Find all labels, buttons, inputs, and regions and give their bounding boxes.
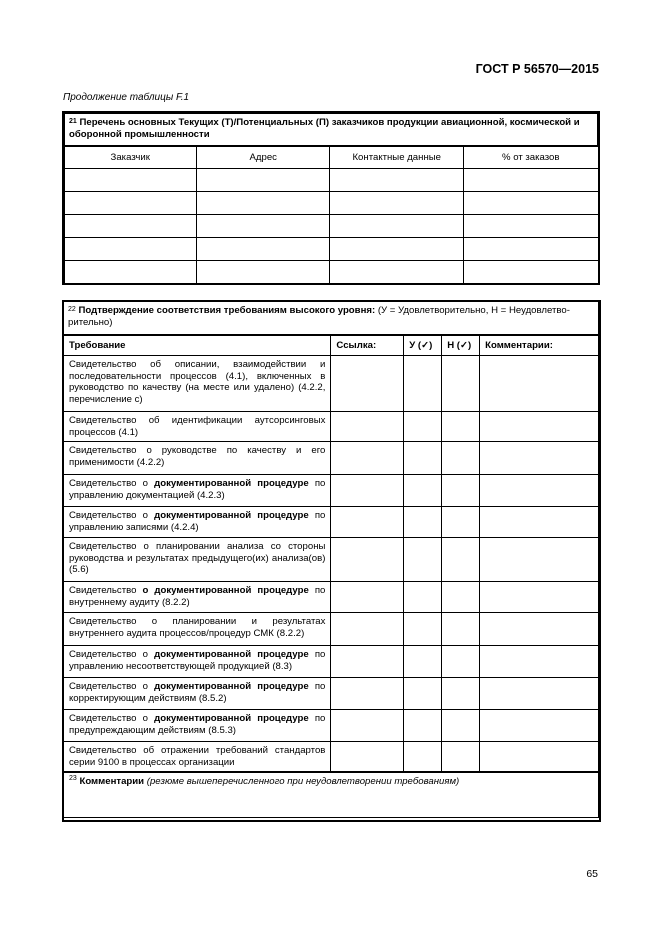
requirement-text-part: по управлению документацией (4.2.3)	[69, 478, 326, 501]
table-cell[interactable]	[330, 169, 464, 192]
requirement-text	[64, 356, 331, 412]
requirement-text	[64, 507, 331, 538]
col-unsatisfactory: Н (✓)	[442, 335, 480, 356]
unsatisfactory-cell[interactable]	[442, 613, 480, 646]
reference-cell[interactable]	[331, 613, 404, 646]
satisfactory-cell[interactable]	[404, 613, 442, 646]
table-row	[64, 710, 599, 742]
comment-cell[interactable]	[480, 412, 599, 442]
customers-table-title	[64, 113, 598, 146]
requirement-text	[64, 613, 331, 646]
requirement-text-bold: документированной процедуре	[154, 713, 309, 724]
document-number: ГОСТ Р 56570—2015	[475, 62, 599, 76]
requirement-text-part: Свидетельство об отражении требований стандартов серии 9100 в процессах организации	[69, 745, 326, 768]
reference-cell[interactable]	[331, 538, 404, 582]
table-cell[interactable]	[330, 261, 464, 284]
col-customer: Заказчик	[64, 146, 197, 169]
unsatisfactory-cell[interactable]	[442, 356, 480, 412]
table-cell[interactable]	[330, 238, 464, 261]
reference-cell[interactable]	[331, 442, 404, 475]
satisfactory-cell[interactable]	[404, 356, 442, 412]
table-row	[64, 538, 599, 582]
requirement-text-part: Свидетельство о руководстве по качеству и его применимости (4.2.2)	[69, 445, 326, 468]
requirement-text	[64, 678, 331, 710]
requirement-text-bold: о документированной процедуре	[142, 585, 309, 596]
table-cell[interactable]	[197, 169, 330, 192]
section-number: 21	[69, 118, 77, 125]
requirement-text-part: Свидетельство о	[69, 649, 155, 660]
reference-cell[interactable]	[331, 582, 404, 613]
satisfactory-cell[interactable]	[404, 507, 442, 538]
page-number: 65	[586, 868, 598, 880]
table-row	[64, 613, 599, 646]
requirement-text-part: Свидетельство об описании, взаимодействии и последовательности процессов (4.1), включенных в руководство по качеству (на месте или удалено) (4.2.2, перечисление с)	[69, 359, 326, 405]
section-number: 23	[69, 774, 77, 782]
table-cell[interactable]	[330, 215, 464, 238]
unsatisfactory-cell[interactable]	[442, 475, 480, 507]
table-cell[interactable]	[464, 169, 599, 192]
table-cell[interactable]	[464, 192, 599, 215]
requirement-text-part: Свидетельство об идентификации аутсорсинговых процессов (4.1)	[69, 415, 326, 438]
requirement-text	[64, 538, 331, 582]
comments-field[interactable]	[64, 772, 599, 818]
requirement-text-bold: документированной процедуре	[154, 478, 309, 489]
table-continuation-label: Продолжение таблицы F.1	[63, 92, 190, 103]
requirement-text	[64, 412, 331, 442]
customers-table	[63, 112, 599, 284]
requirement-text-bold: документированной процедуре	[154, 681, 309, 692]
customers-title-text: Перечень основных Текущих (Т)/Потенциальных (П) заказчиков продукции авиационной, космической и оборонной промышленности	[69, 117, 580, 140]
comment-cell[interactable]	[480, 646, 599, 678]
table-row	[64, 412, 599, 442]
table-cell[interactable]	[197, 238, 330, 261]
table-row	[64, 646, 599, 678]
satisfactory-cell[interactable]	[404, 742, 442, 772]
table-cell[interactable]	[464, 215, 599, 238]
requirement-text-part: по управлению несоответствующей продукцией (8.3)	[69, 649, 326, 672]
col-reference: Ссылка:	[331, 335, 404, 356]
section-number: 22	[68, 306, 76, 313]
unsatisfactory-cell[interactable]	[442, 646, 480, 678]
requirement-text	[64, 442, 331, 475]
col-comments: Комментарии:	[480, 335, 599, 356]
satisfactory-cell[interactable]	[404, 442, 442, 475]
unsatisfactory-cell[interactable]	[442, 507, 480, 538]
table-cell[interactable]	[64, 238, 197, 261]
requirement-text-part: по корректирующим действиям (8.5.2)	[69, 681, 326, 704]
reference-cell[interactable]	[331, 742, 404, 772]
satisfactory-cell[interactable]	[404, 538, 442, 582]
comment-cell[interactable]	[480, 613, 599, 646]
table-row	[64, 475, 599, 507]
requirement-text-part: Свидетельство о	[69, 478, 155, 489]
unsatisfactory-cell[interactable]	[442, 678, 480, 710]
table-cell[interactable]	[464, 261, 599, 284]
requirements-table-title	[64, 302, 599, 336]
requirement-text	[64, 582, 331, 613]
table-cell[interactable]	[197, 215, 330, 238]
requirements-table	[63, 301, 599, 818]
comment-cell[interactable]	[480, 582, 599, 613]
unsatisfactory-cell[interactable]	[442, 582, 480, 613]
requirement-text-part: Свидетельство	[69, 585, 143, 596]
comment-cell[interactable]	[480, 442, 599, 475]
satisfactory-cell[interactable]	[404, 582, 442, 613]
requirement-text	[64, 710, 331, 742]
comment-cell[interactable]	[480, 507, 599, 538]
requirement-text	[64, 475, 331, 507]
reference-cell[interactable]	[331, 646, 404, 678]
unsatisfactory-cell[interactable]	[442, 442, 480, 475]
requirement-text	[64, 646, 331, 678]
table-row	[64, 507, 599, 538]
satisfactory-cell[interactable]	[404, 475, 442, 507]
requirement-text-bold: документированной процедуре	[154, 510, 309, 521]
table-row	[64, 582, 599, 613]
requirement-text-part: Свидетельство о	[69, 713, 155, 724]
comments-note: (резюме вышеперечисленного при неудовлетворении требованиям)	[144, 775, 460, 787]
satisfactory-cell[interactable]	[404, 412, 442, 442]
table-row	[64, 192, 598, 215]
comment-cell[interactable]	[480, 538, 599, 582]
col-satisfactory: У (✓)	[404, 335, 442, 356]
comment-cell[interactable]	[480, 356, 599, 412]
table-row	[64, 238, 598, 261]
requirement-text-part: Свидетельство о планировании анализа со стороны руководства и результатах предыдущего(их) анализа(ов) (5.6)	[69, 541, 326, 575]
table-row	[64, 261, 598, 284]
table-row	[64, 356, 599, 412]
requirement-text-part: по предупреждающим действиям (8.5.3)	[69, 713, 326, 736]
requirement-text-bold: документированной процедуре	[154, 649, 309, 660]
requirements-title-rest: (У = Удовлетворительно, Н = Неудовлетво-рительно)	[68, 305, 570, 328]
requirement-text-part: Свидетельство о планировании и результатах внутреннего аудита процессов/процедур СМК (8.2.2)	[69, 616, 326, 639]
unsatisfactory-cell[interactable]	[442, 710, 480, 742]
unsatisfactory-cell[interactable]	[442, 538, 480, 582]
table-cell[interactable]	[64, 215, 197, 238]
reference-cell[interactable]	[331, 412, 404, 442]
table-row	[64, 169, 598, 192]
table-cell[interactable]	[464, 238, 599, 261]
requirement-text-part: по управлению записями (4.2.4)	[69, 510, 326, 533]
satisfactory-cell[interactable]	[404, 710, 442, 742]
requirement-text	[64, 742, 331, 772]
reference-cell[interactable]	[331, 507, 404, 538]
requirement-text-part: Свидетельство о	[69, 510, 155, 521]
table-cell[interactable]	[197, 192, 330, 215]
comment-cell[interactable]	[480, 742, 599, 772]
reference-cell[interactable]	[331, 678, 404, 710]
requirements-title-bold: Подтверждение соответствия требованиям высокого уровня:	[78, 305, 376, 316]
comment-cell[interactable]	[480, 678, 599, 710]
table-cell[interactable]	[64, 192, 197, 215]
table-row	[64, 678, 599, 710]
comment-cell[interactable]	[480, 475, 599, 507]
satisfactory-cell[interactable]	[404, 678, 442, 710]
table-cell[interactable]	[64, 261, 197, 284]
table-row	[64, 215, 598, 238]
reference-cell[interactable]	[331, 356, 404, 412]
col-requirement: Требование	[64, 335, 331, 356]
table-cell[interactable]	[197, 261, 330, 284]
comment-cell[interactable]	[480, 710, 599, 742]
requirement-text-part: по внутреннему аудиту (8.2.2)	[69, 585, 326, 608]
unsatisfactory-cell[interactable]	[442, 412, 480, 442]
requirement-text-part: Свидетельство о	[69, 681, 155, 692]
table-cell[interactable]	[64, 169, 197, 192]
satisfactory-cell[interactable]	[404, 646, 442, 678]
table-cell[interactable]	[330, 192, 464, 215]
col-address: Адрес	[197, 146, 330, 169]
reference-cell[interactable]	[331, 475, 404, 507]
col-contacts: Контактные данные	[330, 146, 464, 169]
unsatisfactory-cell[interactable]	[442, 742, 480, 772]
table-row	[64, 742, 599, 772]
table-row	[64, 442, 599, 475]
reference-cell[interactable]	[331, 710, 404, 742]
col-orders-percent: % от заказов	[464, 146, 599, 169]
comments-label: Комментарии	[79, 775, 145, 787]
